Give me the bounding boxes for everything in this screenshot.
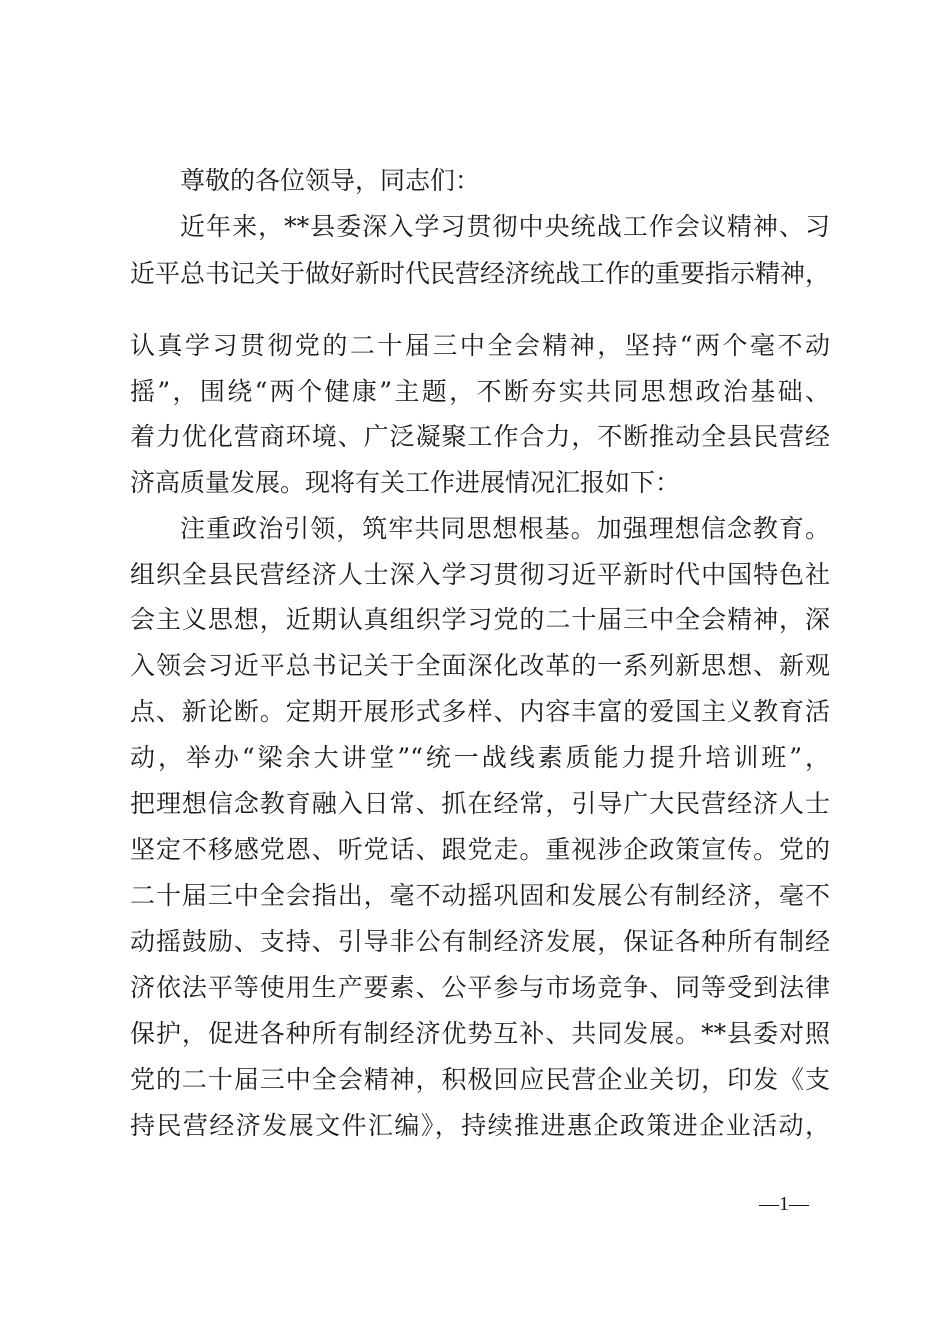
paragraph-line: 认真学习贯彻党的二十届三中全会精神，坚持“两个毫不动: [130, 331, 830, 360]
paragraph-line: 会主义思想，近期认真组织学习党的二十届三中全会精神，深: [130, 605, 830, 634]
page-number: —1—: [759, 1193, 809, 1215]
paragraph-line: 济高质量发展。现将有关工作进展情况汇报如下：: [130, 468, 681, 497]
salutation: 尊敬的各位领导，同志们：: [180, 166, 481, 195]
paragraph-line: 把理想信念教育融入日常、抓在经常，引导广大民营经济人士: [130, 789, 830, 818]
paragraph-line: 动摇鼓励、支持、引导非公有制经济发展，保证各种所有制经: [130, 927, 830, 956]
paragraph-line: 济依法平等使用生产要素、公平参与市场竞争、同等受到法律: [130, 973, 830, 1002]
paragraph-line: 保护，促进各种所有制经济优势互补、共同发展。**县委对照: [130, 1019, 830, 1048]
paragraph-line: 点、新论断。定期开展形式多样、内容丰富的爱国主义教育活: [130, 697, 830, 726]
paragraph-line: 动，举办“梁余大讲堂”“统一战线素质能力提升培训班”，: [130, 743, 830, 772]
paragraph-line: 入领会习近平总书记关于全面深化改革的一系列新思想、新观: [130, 651, 830, 680]
paragraph-line: 组织全县民营经济人士深入学习贯彻习近平新时代中国特色社: [130, 560, 830, 589]
paragraph-line: 党的二十届三中全会精神，积极回应民营企业关切，印发《支: [130, 1065, 830, 1094]
paragraph-line: 近年来，**县委深入学习贯彻中央统战工作会议精神、习: [180, 212, 830, 241]
paragraph-line: 近平总书记关于做好新时代民营经济统战工作的重要指示精神，: [130, 259, 831, 288]
paragraph-line: 二十届三中全会指出，毫不动摇巩固和发展公有制经济，毫不: [130, 881, 830, 910]
paragraph-line: 注重政治引领，筑牢共同思想根基。加强理想信念教育。: [180, 514, 830, 543]
paragraph-line: 坚定不移感党恩、听党话、跟党走。重视涉企政策宣传。党的: [130, 835, 830, 864]
paragraph-line: 摇”，围绕“两个健康”主题，不断夯实共同思想政治基础、: [130, 377, 830, 406]
paragraph-line: 着力优化营商环境、广泛凝聚工作合力，不断推动全县民营经: [130, 422, 830, 451]
paragraph-line: 持民营经济发展文件汇编》，持续推进惠企政策进企业活动，: [130, 1111, 830, 1140]
